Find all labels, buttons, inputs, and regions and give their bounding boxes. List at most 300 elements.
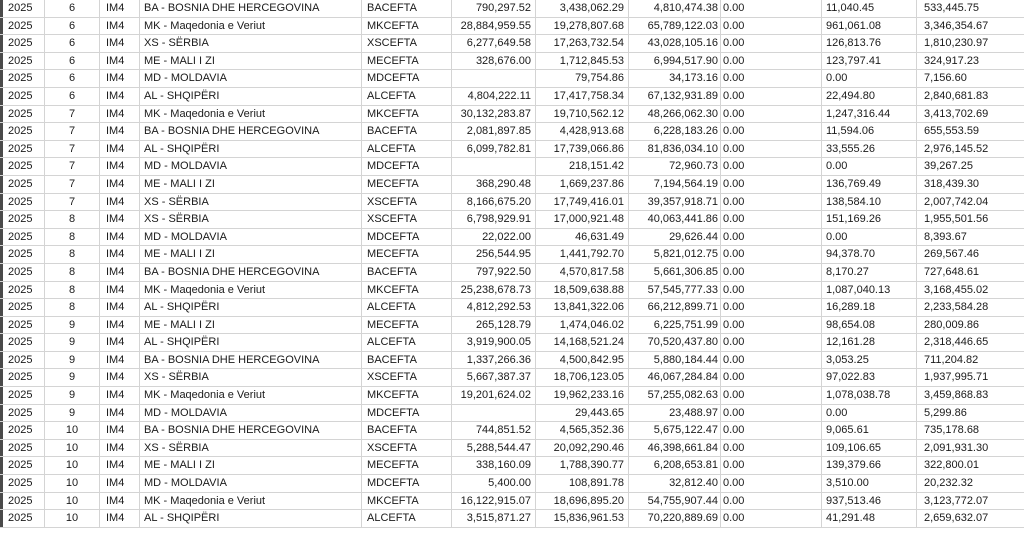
value-cell-3[interactable]: 4,810,474.38 <box>629 0 721 17</box>
value-cell-3[interactable]: 40,063,441.86 <box>629 211 721 228</box>
value-cell-4[interactable]: 0.00 <box>721 475 822 492</box>
month-cell[interactable]: 9 <box>45 405 100 422</box>
code-cell[interactable]: XSCEFTA <box>362 369 452 386</box>
table-row[interactable] <box>0 194 1024 212</box>
regime-cell[interactable]: IM4 <box>100 457 140 474</box>
value-cell-4[interactable]: 0.00 <box>721 194 822 211</box>
value-cell-3[interactable]: 5,880,184.44 <box>629 352 721 369</box>
value-cell-4[interactable]: 0.00 <box>721 18 822 35</box>
regime-cell[interactable]: IM4 <box>100 88 140 105</box>
table-row[interactable] <box>0 246 1024 264</box>
code-cell[interactable]: MKCEFTA <box>362 387 452 404</box>
value-cell-4[interactable]: 0.00 <box>721 510 822 527</box>
value-cell-3[interactable]: 57,545,777.33 <box>629 282 721 299</box>
value-cell-6[interactable]: 280,009.86 <box>924 318 980 331</box>
value-cell-4[interactable]: 0.00 <box>721 176 822 193</box>
value-cell-6[interactable]: 1,937,995.71 <box>924 371 989 384</box>
month-cell[interactable]: 10 <box>45 510 100 527</box>
code-cell[interactable]: ALCEFTA <box>362 141 452 158</box>
month-cell[interactable]: 9 <box>45 317 100 334</box>
value-cell-1[interactable]: 744,851.52 <box>452 422 536 439</box>
value-cell-2[interactable]: 46,631.49 <box>536 229 629 246</box>
year-cell[interactable]: 2025 <box>3 422 45 439</box>
value-cell-3[interactable]: 6,994,517.90 <box>629 53 721 70</box>
value-cell-1[interactable]: 4,804,222.11 <box>452 88 536 105</box>
country-cell[interactable]: BA - BOSNIA DHE HERCEGOVINA <box>140 352 362 369</box>
table-row[interactable] <box>0 176 1024 194</box>
table-row[interactable] <box>0 282 1024 300</box>
value-cell-5[interactable]: 11,040.45 <box>822 0 917 17</box>
value-cell-6[interactable]: 3,123,772.07 <box>924 494 989 507</box>
value-cell-6[interactable]: 1,955,501.56 <box>924 213 989 226</box>
regime-cell[interactable]: IM4 <box>100 493 140 510</box>
country-cell[interactable]: AL - SHQIPËRI <box>140 299 362 316</box>
value-cell-1[interactable]: 797,922.50 <box>452 264 536 281</box>
regime-cell[interactable]: IM4 <box>100 194 140 211</box>
value-cell-1[interactable]: 5,667,387.37 <box>452 369 536 386</box>
value-cell-2[interactable]: 19,278,807.68 <box>536 18 629 35</box>
value-cell-5[interactable]: 16,289.18 <box>822 299 917 316</box>
value-cell-4[interactable]: 0.00 <box>721 299 822 316</box>
value-cell-3[interactable]: 39,357,918.71 <box>629 194 721 211</box>
country-cell[interactable]: XS - SËRBIA <box>140 211 362 228</box>
value-cell-3[interactable]: 32,812.40 <box>629 475 721 492</box>
value-cell-1[interactable]: 6,277,649.58 <box>452 35 536 52</box>
country-cell[interactable]: MD - MOLDAVIA <box>140 405 362 422</box>
code-cell[interactable]: MDCEFTA <box>362 475 452 492</box>
code-cell[interactable]: XSCEFTA <box>362 440 452 457</box>
value-cell-2[interactable]: 1,669,237.86 <box>536 176 629 193</box>
year-cell[interactable]: 2025 <box>3 387 45 404</box>
year-cell[interactable]: 2025 <box>3 141 45 158</box>
regime-cell[interactable]: IM4 <box>100 369 140 386</box>
value-cell-4[interactable]: 0.00 <box>721 106 822 123</box>
year-cell[interactable]: 2025 <box>3 18 45 35</box>
value-cell-1[interactable]: 2,081,897.85 <box>452 123 536 140</box>
value-cell-6[interactable]: 39,267.25 <box>924 160 973 173</box>
code-cell[interactable]: MDCEFTA <box>362 405 452 422</box>
value-cell-5[interactable]: 11,594.06 <box>822 123 917 140</box>
table-row[interactable] <box>0 106 1024 124</box>
country-cell[interactable]: MK - Maqedonia e Veriut <box>140 282 362 299</box>
value-cell-6[interactable]: 727,648.61 <box>924 265 980 278</box>
code-cell[interactable]: BACEFTA <box>362 0 452 17</box>
code-cell[interactable]: ALCEFTA <box>362 334 452 351</box>
value-cell-4[interactable]: 0.00 <box>721 0 822 17</box>
regime-cell[interactable]: IM4 <box>100 510 140 527</box>
table-row[interactable] <box>0 387 1024 405</box>
month-cell[interactable]: 7 <box>45 123 100 140</box>
value-cell-4[interactable]: 0.00 <box>721 141 822 158</box>
country-cell[interactable]: ME - MALI I ZI <box>140 246 362 263</box>
regime-cell[interactable]: IM4 <box>100 158 140 175</box>
value-cell-2[interactable]: 17,417,758.34 <box>536 88 629 105</box>
value-cell-3[interactable]: 6,228,183.26 <box>629 123 721 140</box>
month-cell[interactable]: 7 <box>45 158 100 175</box>
value-cell-6[interactable]: 322,800.01 <box>924 459 980 472</box>
month-cell[interactable]: 6 <box>45 35 100 52</box>
month-cell[interactable]: 10 <box>45 493 100 510</box>
value-cell-2[interactable]: 1,712,845.53 <box>536 53 629 70</box>
value-cell-1[interactable]: 6,099,782.81 <box>452 141 536 158</box>
value-cell-1[interactable]: 1,337,266.36 <box>452 352 536 369</box>
regime-cell[interactable]: IM4 <box>100 387 140 404</box>
value-cell-1[interactable]: 22,022.00 <box>452 229 536 246</box>
regime-cell[interactable]: IM4 <box>100 352 140 369</box>
country-cell[interactable]: MK - Maqedonia e Veriut <box>140 387 362 404</box>
value-cell-2[interactable]: 29,443.65 <box>536 405 629 422</box>
value-cell-1[interactable]: 16,122,915.07 <box>452 493 536 510</box>
country-cell[interactable]: MD - MOLDAVIA <box>140 158 362 175</box>
regime-cell[interactable]: IM4 <box>100 106 140 123</box>
value-cell-2[interactable]: 17,749,416.01 <box>536 194 629 211</box>
value-cell-1[interactable]: 30,132,283.87 <box>452 106 536 123</box>
regime-cell[interactable]: IM4 <box>100 317 140 334</box>
value-cell-3[interactable]: 46,067,284.84 <box>629 369 721 386</box>
value-cell-6[interactable]: 655,553.59 <box>924 125 980 138</box>
country-cell[interactable]: MK - Maqedonia e Veriut <box>140 493 362 510</box>
value-cell-1[interactable]: 19,201,624.02 <box>452 387 536 404</box>
value-cell-2[interactable]: 4,570,817.58 <box>536 264 629 281</box>
value-cell-6[interactable]: 324,917.23 <box>924 54 980 67</box>
country-cell[interactable]: ME - MALI I ZI <box>140 176 362 193</box>
value-cell-1[interactable]: 25,238,678.73 <box>452 282 536 299</box>
value-cell-5[interactable]: 41,291.48 <box>822 510 917 527</box>
value-cell-6[interactable]: 2,007,742.04 <box>924 195 989 208</box>
year-cell[interactable]: 2025 <box>3 264 45 281</box>
value-cell-5[interactable]: 22,494.80 <box>822 88 917 105</box>
year-cell[interactable]: 2025 <box>3 457 45 474</box>
value-cell-4[interactable]: 0.00 <box>721 334 822 351</box>
code-cell[interactable]: ALCEFTA <box>362 510 452 527</box>
code-cell[interactable]: MDCEFTA <box>362 158 452 175</box>
value-cell-1[interactable]: 328,676.00 <box>452 53 536 70</box>
value-cell-6[interactable]: 7,156.60 <box>924 72 967 85</box>
table-row[interactable] <box>0 317 1024 335</box>
value-cell-2[interactable]: 18,696,895.20 <box>536 493 629 510</box>
country-cell[interactable]: AL - SHQIPËRI <box>140 88 362 105</box>
value-cell-3[interactable]: 5,675,122.47 <box>629 422 721 439</box>
table-row[interactable] <box>0 457 1024 475</box>
value-cell-6[interactable]: 2,318,446.65 <box>924 336 989 349</box>
value-cell-4[interactable]: 0.00 <box>721 264 822 281</box>
value-cell-6[interactable]: 3,346,354.67 <box>924 19 989 32</box>
value-cell-3[interactable]: 43,028,105.16 <box>629 35 721 52</box>
value-cell-2[interactable]: 18,509,638.88 <box>536 282 629 299</box>
table-row[interactable] <box>0 475 1024 493</box>
code-cell[interactable]: MDCEFTA <box>362 70 452 87</box>
month-cell[interactable]: 7 <box>45 194 100 211</box>
value-cell-1[interactable]: 265,128.79 <box>452 317 536 334</box>
code-cell[interactable]: MKCEFTA <box>362 106 452 123</box>
month-cell[interactable]: 6 <box>45 88 100 105</box>
value-cell-5[interactable]: 8,170.27 <box>822 264 917 281</box>
country-cell[interactable]: MD - MOLDAVIA <box>140 70 362 87</box>
value-cell-6[interactable]: 533,445.75 <box>924 2 980 14</box>
value-cell-2[interactable]: 19,710,562.12 <box>536 106 629 123</box>
value-cell-1[interactable] <box>452 405 536 422</box>
country-cell[interactable]: ME - MALI I ZI <box>140 457 362 474</box>
country-cell[interactable]: XS - SËRBIA <box>140 35 362 52</box>
value-cell-6[interactable]: 1,810,230.97 <box>924 37 989 50</box>
month-cell[interactable]: 6 <box>45 18 100 35</box>
value-cell-6[interactable]: 735,178.68 <box>924 424 980 437</box>
year-cell[interactable]: 2025 <box>3 299 45 316</box>
value-cell-5[interactable]: 937,513.46 <box>822 493 917 510</box>
regime-cell[interactable]: IM4 <box>100 246 140 263</box>
country-cell[interactable]: XS - SËRBIA <box>140 440 362 457</box>
year-cell[interactable]: 2025 <box>3 493 45 510</box>
month-cell[interactable]: 8 <box>45 264 100 281</box>
code-cell[interactable]: MECEFTA <box>362 317 452 334</box>
value-cell-6[interactable]: 711,204.82 <box>924 353 979 366</box>
code-cell[interactable]: MECEFTA <box>362 457 452 474</box>
value-cell-4[interactable]: 0.00 <box>721 493 822 510</box>
value-cell-4[interactable]: 0.00 <box>721 352 822 369</box>
country-cell[interactable]: MD - MOLDAVIA <box>140 229 362 246</box>
value-cell-1[interactable]: 3,919,900.05 <box>452 334 536 351</box>
value-cell-3[interactable]: 66,212,899.71 <box>629 299 721 316</box>
value-cell-2[interactable]: 79,754.86 <box>536 70 629 87</box>
table-row[interactable] <box>0 0 1024 18</box>
value-cell-2[interactable]: 17,263,732.54 <box>536 35 629 52</box>
value-cell-2[interactable]: 17,739,066.86 <box>536 141 629 158</box>
value-cell-2[interactable]: 18,706,123.05 <box>536 369 629 386</box>
value-cell-3[interactable]: 70,220,889.69 <box>629 510 721 527</box>
code-cell[interactable]: MKCEFTA <box>362 493 452 510</box>
regime-cell[interactable]: IM4 <box>100 141 140 158</box>
regime-cell[interactable]: IM4 <box>100 475 140 492</box>
regime-cell[interactable]: IM4 <box>100 70 140 87</box>
value-cell-4[interactable]: 0.00 <box>721 422 822 439</box>
year-cell[interactable]: 2025 <box>3 194 45 211</box>
code-cell[interactable]: ALCEFTA <box>362 88 452 105</box>
value-cell-3[interactable]: 65,789,122.03 <box>629 18 721 35</box>
table-row[interactable] <box>0 299 1024 317</box>
value-cell-6[interactable]: 269,567.46 <box>924 248 980 261</box>
month-cell[interactable]: 10 <box>45 475 100 492</box>
year-cell[interactable]: 2025 <box>3 53 45 70</box>
year-cell[interactable]: 2025 <box>3 0 45 17</box>
table-row[interactable] <box>0 211 1024 229</box>
value-cell-6[interactable]: 5,299.86 <box>924 406 967 419</box>
code-cell[interactable]: MECEFTA <box>362 246 452 263</box>
value-cell-2[interactable]: 13,841,322.06 <box>536 299 629 316</box>
value-cell-2[interactable]: 1,474,046.02 <box>536 317 629 334</box>
regime-cell[interactable]: IM4 <box>100 18 140 35</box>
value-cell-3[interactable]: 7,194,564.19 <box>629 176 721 193</box>
value-cell-3[interactable]: 72,960.73 <box>629 158 721 175</box>
value-cell-5[interactable]: 94,378.70 <box>822 246 917 263</box>
year-cell[interactable]: 2025 <box>3 123 45 140</box>
value-cell-1[interactable]: 5,400.00 <box>452 475 536 492</box>
value-cell-6[interactable]: 20,232.32 <box>924 477 973 490</box>
value-cell-3[interactable]: 57,255,082.63 <box>629 387 721 404</box>
value-cell-3[interactable]: 70,520,437.80 <box>629 334 721 351</box>
regime-cell[interactable]: IM4 <box>100 176 140 193</box>
value-cell-5[interactable]: 3,510.00 <box>822 475 917 492</box>
regime-cell[interactable]: IM4 <box>100 229 140 246</box>
value-cell-1[interactable]: 3,515,871.27 <box>452 510 536 527</box>
value-cell-5[interactable]: 3,053.25 <box>822 352 917 369</box>
value-cell-6[interactable]: 2,659,632.07 <box>924 512 989 525</box>
regime-cell[interactable]: IM4 <box>100 211 140 228</box>
table-row[interactable] <box>0 123 1024 141</box>
value-cell-5[interactable]: 138,584.10 <box>822 194 917 211</box>
value-cell-6[interactable]: 2,976,145.52 <box>924 142 989 155</box>
value-cell-4[interactable]: 0.00 <box>721 405 822 422</box>
value-cell-3[interactable]: 81,836,034.10 <box>629 141 721 158</box>
value-cell-6[interactable]: 8,393.67 <box>924 230 967 243</box>
value-cell-4[interactable]: 0.00 <box>721 387 822 404</box>
value-cell-3[interactable]: 67,132,931.89 <box>629 88 721 105</box>
year-cell[interactable]: 2025 <box>3 106 45 123</box>
code-cell[interactable]: MECEFTA <box>362 53 452 70</box>
regime-cell[interactable]: IM4 <box>100 53 140 70</box>
country-cell[interactable]: XS - SËRBIA <box>140 369 362 386</box>
value-cell-5[interactable]: 126,813.76 <box>822 35 917 52</box>
year-cell[interactable]: 2025 <box>3 70 45 87</box>
code-cell[interactable]: BACEFTA <box>362 422 452 439</box>
value-cell-6[interactable]: 2,233,584.28 <box>924 301 989 314</box>
value-cell-2[interactable]: 4,565,352.36 <box>536 422 629 439</box>
regime-cell[interactable]: IM4 <box>100 299 140 316</box>
country-cell[interactable]: MK - Maqedonia e Veriut <box>140 106 362 123</box>
value-cell-4[interactable]: 0.00 <box>721 211 822 228</box>
regime-cell[interactable]: IM4 <box>100 123 140 140</box>
year-cell[interactable]: 2025 <box>3 334 45 351</box>
value-cell-2[interactable]: 218,151.42 <box>536 158 629 175</box>
value-cell-5[interactable]: 123,797.41 <box>822 53 917 70</box>
regime-cell[interactable]: IM4 <box>100 264 140 281</box>
value-cell-6[interactable]: 3,413,702.69 <box>924 107 989 120</box>
value-cell-5[interactable]: 1,247,316.44 <box>822 106 917 123</box>
regime-cell[interactable]: IM4 <box>100 440 140 457</box>
code-cell[interactable]: MDCEFTA <box>362 229 452 246</box>
month-cell[interactable]: 8 <box>45 282 100 299</box>
code-cell[interactable]: BACEFTA <box>362 264 452 281</box>
value-cell-5[interactable]: 0.00 <box>822 158 917 175</box>
year-cell[interactable]: 2025 <box>3 440 45 457</box>
month-cell[interactable]: 9 <box>45 334 100 351</box>
year-cell[interactable]: 2025 <box>3 369 45 386</box>
year-cell[interactable]: 2025 <box>3 475 45 492</box>
value-cell-4[interactable]: 0.00 <box>721 229 822 246</box>
value-cell-1[interactable]: 5,288,544.47 <box>452 440 536 457</box>
value-cell-3[interactable]: 6,208,653.81 <box>629 457 721 474</box>
value-cell-3[interactable]: 34,173.16 <box>629 70 721 87</box>
table-row[interactable] <box>0 334 1024 352</box>
month-cell[interactable]: 7 <box>45 106 100 123</box>
value-cell-4[interactable]: 0.00 <box>721 282 822 299</box>
year-cell[interactable]: 2025 <box>3 158 45 175</box>
value-cell-5[interactable]: 139,379.66 <box>822 457 917 474</box>
code-cell[interactable]: BACEFTA <box>362 352 452 369</box>
value-cell-6[interactable]: 2,091,931.30 <box>924 441 989 454</box>
year-cell[interactable]: 2025 <box>3 510 45 527</box>
value-cell-5[interactable]: 0.00 <box>822 70 917 87</box>
value-cell-5[interactable]: 151,169.26 <box>822 211 917 228</box>
year-cell[interactable]: 2025 <box>3 405 45 422</box>
table-row[interactable] <box>0 493 1024 511</box>
code-cell[interactable]: ALCEFTA <box>362 299 452 316</box>
month-cell[interactable]: 7 <box>45 176 100 193</box>
value-cell-5[interactable]: 33,555.26 <box>822 141 917 158</box>
year-cell[interactable]: 2025 <box>3 176 45 193</box>
value-cell-2[interactable]: 4,500,842.95 <box>536 352 629 369</box>
country-cell[interactable]: BA - BOSNIA DHE HERCEGOVINA <box>140 264 362 281</box>
value-cell-3[interactable]: 29,626.44 <box>629 229 721 246</box>
month-cell[interactable]: 6 <box>45 70 100 87</box>
value-cell-1[interactable]: 4,812,292.53 <box>452 299 536 316</box>
value-cell-6[interactable]: 3,168,455.02 <box>924 283 989 296</box>
value-cell-4[interactable]: 0.00 <box>721 158 822 175</box>
value-cell-5[interactable]: 9,065.61 <box>822 422 917 439</box>
country-cell[interactable]: ME - MALI I ZI <box>140 53 362 70</box>
table-row[interactable] <box>0 88 1024 106</box>
table-row[interactable] <box>0 422 1024 440</box>
value-cell-5[interactable]: 98,654.08 <box>822 317 917 334</box>
year-cell[interactable]: 2025 <box>3 317 45 334</box>
month-cell[interactable]: 8 <box>45 229 100 246</box>
value-cell-5[interactable]: 12,161.28 <box>822 334 917 351</box>
value-cell-5[interactable]: 961,061.08 <box>822 18 917 35</box>
country-cell[interactable]: BA - BOSNIA DHE HERCEGOVINA <box>140 422 362 439</box>
table-row[interactable] <box>0 352 1024 370</box>
code-cell[interactable]: XSCEFTA <box>362 35 452 52</box>
value-cell-1[interactable] <box>452 158 536 175</box>
table-row[interactable] <box>0 18 1024 36</box>
table-row[interactable] <box>0 35 1024 53</box>
value-cell-2[interactable]: 108,891.78 <box>536 475 629 492</box>
value-cell-5[interactable]: 1,087,040.13 <box>822 282 917 299</box>
value-cell-1[interactable]: 790,297.52 <box>452 0 536 17</box>
value-cell-5[interactable]: 0.00 <box>822 229 917 246</box>
value-cell-4[interactable]: 0.00 <box>721 35 822 52</box>
value-cell-1[interactable]: 338,160.09 <box>452 457 536 474</box>
table-row[interactable] <box>0 405 1024 423</box>
value-cell-1[interactable]: 368,290.48 <box>452 176 536 193</box>
value-cell-5[interactable]: 1,078,038.78 <box>822 387 917 404</box>
table-row[interactable] <box>0 264 1024 282</box>
value-cell-4[interactable]: 0.00 <box>721 440 822 457</box>
value-cell-1[interactable]: 256,544.95 <box>452 246 536 263</box>
table-row[interactable] <box>0 369 1024 387</box>
month-cell[interactable]: 10 <box>45 457 100 474</box>
value-cell-3[interactable]: 48,266,062.30 <box>629 106 721 123</box>
country-cell[interactable]: BA - BOSNIA DHE HERCEGOVINA <box>140 123 362 140</box>
year-cell[interactable]: 2025 <box>3 246 45 263</box>
code-cell[interactable]: XSCEFTA <box>362 211 452 228</box>
regime-cell[interactable]: IM4 <box>100 282 140 299</box>
country-cell[interactable]: AL - SHQIPËRI <box>140 334 362 351</box>
value-cell-3[interactable]: 46,398,661.84 <box>629 440 721 457</box>
month-cell[interactable]: 7 <box>45 141 100 158</box>
value-cell-4[interactable]: 0.00 <box>721 457 822 474</box>
year-cell[interactable]: 2025 <box>3 352 45 369</box>
value-cell-3[interactable]: 54,755,907.44 <box>629 493 721 510</box>
value-cell-3[interactable]: 5,821,012.75 <box>629 246 721 263</box>
country-cell[interactable]: BA - BOSNIA DHE HERCEGOVINA <box>140 0 362 17</box>
country-cell[interactable]: AL - SHQIPËRI <box>140 510 362 527</box>
code-cell[interactable]: XSCEFTA <box>362 194 452 211</box>
month-cell[interactable]: 6 <box>45 0 100 17</box>
regime-cell[interactable]: IM4 <box>100 0 140 17</box>
month-cell[interactable]: 9 <box>45 352 100 369</box>
value-cell-2[interactable]: 3,438,062.29 <box>536 0 629 17</box>
regime-cell[interactable]: IM4 <box>100 405 140 422</box>
value-cell-4[interactable]: 0.00 <box>721 369 822 386</box>
